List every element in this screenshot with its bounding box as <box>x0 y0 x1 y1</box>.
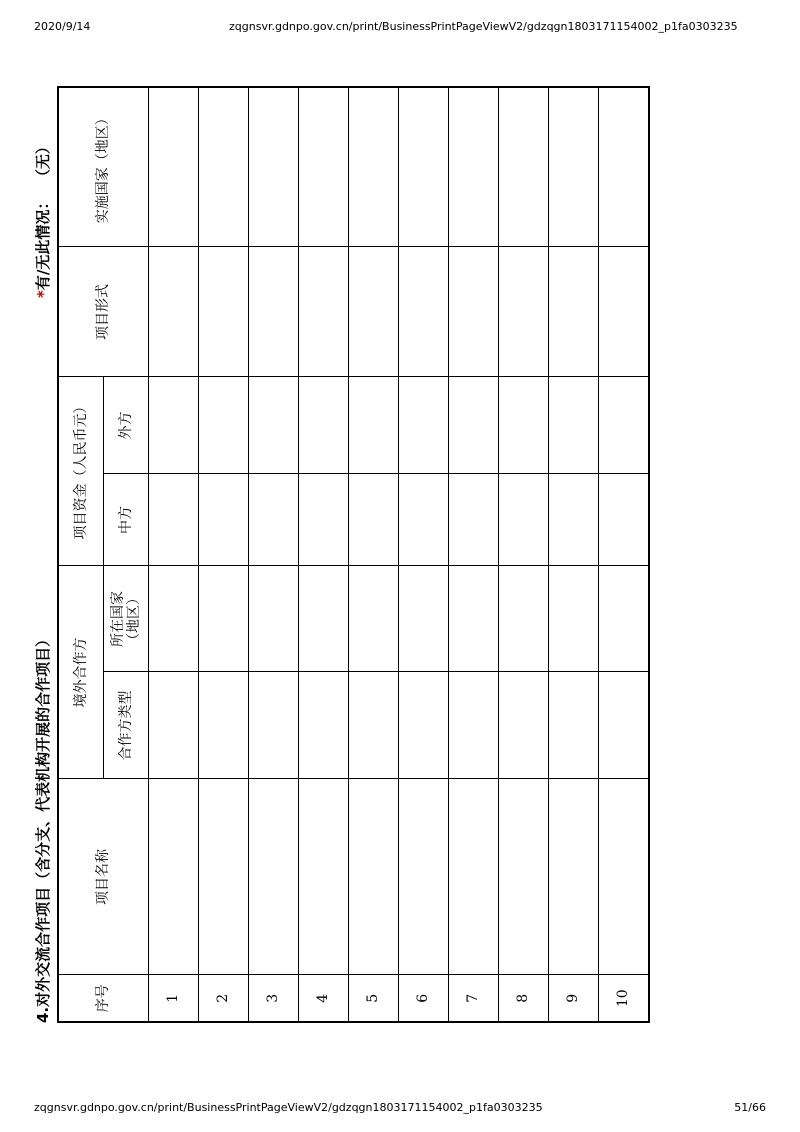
cell-project-name <box>599 779 650 975</box>
header-funds-foreign: 外方 <box>104 377 149 474</box>
cell-funds-foreign <box>549 377 599 474</box>
cell-implementation-country <box>249 87 299 247</box>
cell-partner-type <box>399 672 449 779</box>
header-funds-group: 项目资金（人民币元） <box>58 377 104 566</box>
cell-project-form <box>549 247 599 377</box>
cell-project-name <box>449 779 499 975</box>
cell-project-name <box>299 779 349 975</box>
table-row <box>499 87 549 1022</box>
table-row <box>299 87 349 1022</box>
cell-partner-country <box>599 566 650 672</box>
cell-project-name <box>549 779 599 975</box>
table-row <box>399 87 449 1022</box>
header-project-name: 项目名称 <box>58 779 149 975</box>
header-implementation-country: 实施国家（地区） <box>58 87 149 247</box>
cooperation-projects-table <box>57 86 650 1023</box>
cell-project-form <box>399 247 449 377</box>
cell-partner-country <box>499 566 549 672</box>
cell-funds-foreign <box>249 377 299 474</box>
status-indicator <box>30 139 56 298</box>
cell-funds-foreign <box>499 377 549 474</box>
table-row <box>599 87 650 1022</box>
cell-funds-foreign <box>299 377 349 474</box>
cell-funds-cn <box>549 474 599 566</box>
section-title: 4.对外交流合作项目（含分支、代表机构开展的合作项目） <box>34 631 52 1023</box>
footer-url: zqgnsvr.gdnpo.gov.cn/print/BusinessPrintPageViewV2/gdzqgn1803171154002_p1fa0303235 <box>34 1101 543 1114</box>
cell-implementation-country <box>199 87 249 247</box>
cell-partner-type <box>349 672 399 779</box>
cell-project-form <box>149 247 199 377</box>
cell-funds-cn <box>599 474 650 566</box>
row-seq: 6 <box>399 975 449 1022</box>
cell-funds-cn <box>349 474 399 566</box>
cell-project-name <box>249 779 299 975</box>
cell-funds-cn <box>299 474 349 566</box>
status-label: 有/无此情况： <box>34 194 52 291</box>
row-seq: 10 <box>599 975 650 1022</box>
cell-partner-type <box>549 672 599 779</box>
cell-partner-country <box>549 566 599 672</box>
cell-project-form <box>249 247 299 377</box>
table-row <box>449 87 499 1022</box>
cell-funds-foreign <box>349 377 399 474</box>
header-partner-country: 所在国家（地区） <box>104 566 149 672</box>
cell-partner-country <box>249 566 299 672</box>
cell-partner-country <box>349 566 399 672</box>
table-row <box>149 87 199 1022</box>
cell-implementation-country <box>399 87 449 247</box>
cell-funds-cn <box>399 474 449 566</box>
rotated-page-content <box>30 24 670 1048</box>
cell-project-name <box>199 779 249 975</box>
header-partner-type: 合作方类型 <box>104 672 149 779</box>
cell-implementation-country <box>549 87 599 247</box>
cell-partner-type <box>199 672 249 779</box>
cell-project-form <box>499 247 549 377</box>
cell-funds-cn <box>449 474 499 566</box>
row-seq: 8 <box>499 975 549 1022</box>
cell-partner-country <box>399 566 449 672</box>
cell-partner-country <box>299 566 349 672</box>
row-seq: 4 <box>299 975 349 1022</box>
row-seq: 9 <box>549 975 599 1022</box>
table-row <box>349 87 399 1022</box>
header-seq: 序号 <box>58 975 149 1022</box>
cell-partner-type <box>599 672 650 779</box>
cell-project-name <box>349 779 399 975</box>
header-url: zqgnsvr.gdnpo.gov.cn/print/BusinessPrintPageViewV2/gdzqgn1803171154002_p1fa0303235 <box>229 20 738 33</box>
cell-project-form <box>299 247 349 377</box>
cell-funds-cn <box>199 474 249 566</box>
cell-partner-country <box>199 566 249 672</box>
cell-funds-foreign <box>149 377 199 474</box>
cell-funds-foreign <box>399 377 449 474</box>
cell-funds-foreign <box>449 377 499 474</box>
cell-funds-cn <box>249 474 299 566</box>
cell-project-form <box>599 247 650 377</box>
cell-partner-type <box>499 672 549 779</box>
cell-partner-type <box>449 672 499 779</box>
cell-partner-type <box>149 672 199 779</box>
cell-partner-type <box>299 672 349 779</box>
table-row <box>549 87 599 1022</box>
cell-implementation-country <box>149 87 199 247</box>
print-date: 2020/9/14 <box>34 20 91 33</box>
required-asterisk: * <box>34 290 52 298</box>
row-seq: 2 <box>199 975 249 1022</box>
cell-implementation-country <box>299 87 349 247</box>
cell-partner-type <box>249 672 299 779</box>
cell-funds-cn <box>499 474 549 566</box>
header-project-form: 项目形式 <box>58 247 149 377</box>
cell-partner-country <box>149 566 199 672</box>
cell-implementation-country <box>349 87 399 247</box>
cell-project-form <box>199 247 249 377</box>
status-value: （无） <box>34 139 52 177</box>
header-funds-cn: 中方 <box>104 474 149 566</box>
row-seq: 1 <box>149 975 199 1022</box>
row-seq: 3 <box>249 975 299 1022</box>
header-partner-group: 境外合作方 <box>58 566 104 779</box>
cell-project-name <box>149 779 199 975</box>
table-row <box>249 87 299 1022</box>
cell-implementation-country <box>499 87 549 247</box>
cell-project-form <box>349 247 399 377</box>
table-row <box>199 87 249 1022</box>
cell-partner-country <box>449 566 499 672</box>
page-number: 51/66 <box>734 1101 766 1114</box>
cell-project-name <box>399 779 449 975</box>
row-seq: 5 <box>349 975 399 1022</box>
cell-project-form <box>449 247 499 377</box>
cell-implementation-country <box>449 87 499 247</box>
cell-funds-cn <box>149 474 199 566</box>
cell-funds-foreign <box>199 377 249 474</box>
row-seq: 7 <box>449 975 499 1022</box>
cell-implementation-country <box>599 87 650 247</box>
cell-funds-foreign <box>599 377 650 474</box>
cell-project-name <box>499 779 549 975</box>
